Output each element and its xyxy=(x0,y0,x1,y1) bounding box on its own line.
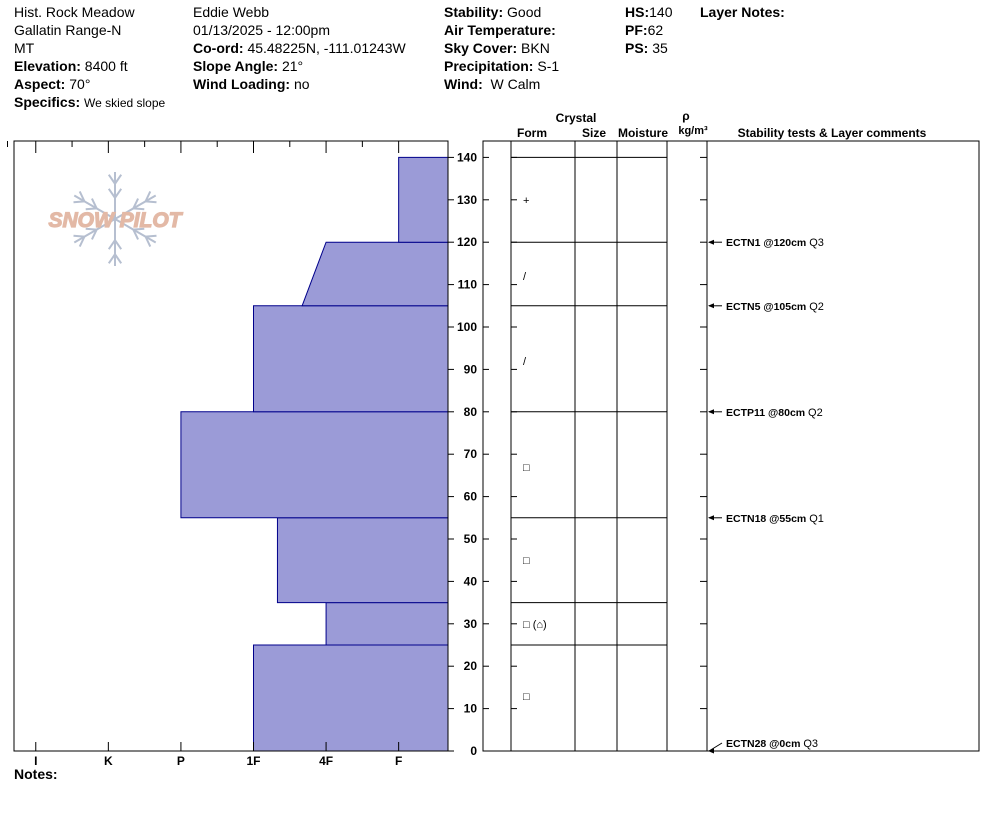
sky-cover-label: Sky Cover: xyxy=(444,40,518,56)
aspect-value: 70° xyxy=(69,76,91,92)
depth-tick-label: 60 xyxy=(463,489,477,504)
elevation-value: 8400 ft xyxy=(84,58,128,74)
size-header: Size xyxy=(581,126,607,140)
ps-value: 35 xyxy=(652,40,668,56)
hardness-layer xyxy=(277,518,448,603)
hardness-layer xyxy=(253,645,448,751)
stability-test-label: ECTP11 @80cm Q2 xyxy=(726,406,823,419)
hs-label: HS: xyxy=(625,4,650,20)
depth-tick-label: 50 xyxy=(463,532,477,546)
precipitation-label: Precipitation: xyxy=(444,58,534,74)
stability-test-arrowhead xyxy=(708,515,714,520)
slope-angle-label: Slope Angle: xyxy=(193,58,279,74)
wind-loading-label: Wind Loading: xyxy=(193,76,291,92)
crystal-form-column xyxy=(523,195,547,703)
depth-tick-label: 130 xyxy=(456,192,477,207)
crystal-form-symbol: □ xyxy=(523,555,530,568)
snowflake-branch xyxy=(146,201,157,202)
moisture-header: Moisture xyxy=(617,126,669,140)
crystal-form-symbol: + xyxy=(523,194,530,207)
stability-tests-header: Stability tests & Layer comments xyxy=(737,126,927,140)
layer-table-grid xyxy=(511,141,707,751)
stability-test-arrowhead xyxy=(708,303,714,308)
stability-tests-column xyxy=(708,237,824,753)
range-name: Gallatin Range-N xyxy=(14,22,122,38)
depth-tick-label: 30 xyxy=(463,616,477,631)
rho-header: ρ xyxy=(682,109,690,123)
depth-tick-label: 90 xyxy=(463,362,477,377)
pf-label: PF: xyxy=(625,22,648,38)
sky-cover-value: BKN xyxy=(521,40,550,56)
form-header: Form xyxy=(517,126,547,140)
stability-test-arrowhead xyxy=(708,409,714,414)
slope-angle-value: 21° xyxy=(281,58,304,74)
hardness-top-ticks xyxy=(7,141,398,153)
stability-test-arrowhead xyxy=(708,240,714,245)
hardness-tick-label: K xyxy=(104,754,113,768)
layer-table-frame xyxy=(483,141,979,751)
density-unit-header: kg/m³ xyxy=(678,125,708,137)
stability-value: Good xyxy=(507,4,542,20)
hardness-tick-label: P xyxy=(176,754,185,768)
stability-label: Stability: xyxy=(444,4,504,20)
snowflake-branch xyxy=(74,236,85,237)
snowpilot-logo xyxy=(49,172,184,266)
elevation-label: Elevation: xyxy=(14,58,81,74)
notes-label: Notes: xyxy=(14,766,58,782)
depth-tick-label: 0 xyxy=(470,744,477,758)
wind-label: Wind: xyxy=(444,76,483,92)
depth-tick-label: 120 xyxy=(456,235,477,250)
hs-value: 140 xyxy=(649,4,673,20)
stability-test-label: ECTN5 @105cm Q2 xyxy=(726,300,824,313)
depth-tick-label: 20 xyxy=(463,659,477,674)
state-name: MT xyxy=(14,40,35,56)
observation-datetime: 01/13/2025 - 12:00pm xyxy=(193,22,330,38)
stability-test-label: ECTN18 @55cm Q1 xyxy=(726,512,824,525)
snowflake-branch xyxy=(74,201,85,202)
hardness-tick-label: I xyxy=(34,754,38,768)
stability-test-label: ECTN28 @0cm Q3 xyxy=(726,738,819,750)
hardness-tick-label: F xyxy=(394,754,403,768)
observer-name: Eddie Webb xyxy=(193,4,270,20)
wind-value: W Calm xyxy=(486,76,541,92)
snowflake-branch xyxy=(146,236,157,237)
hardness-layer xyxy=(326,603,448,645)
crystal-header: Crystal xyxy=(555,111,597,125)
depth-tick-label: 10 xyxy=(463,701,477,716)
air-temp-label: Air Temperature: xyxy=(444,22,556,38)
precipitation-value: S-1 xyxy=(537,58,560,74)
stability-test-label: ECTN1 @120cm Q3 xyxy=(726,237,824,250)
coord-value: 45.48225N, -111.01243W xyxy=(247,40,406,56)
specifics-value: We skied slope xyxy=(84,96,166,110)
pf-value: 62 xyxy=(647,22,664,38)
depth-tick-label: 40 xyxy=(463,574,477,589)
crystal-form-symbol: / xyxy=(523,355,527,368)
logo-text: SNOW PILOT xyxy=(48,209,182,232)
wind-loading-value: no xyxy=(293,76,310,92)
hardness-tick-label: 4F xyxy=(319,754,334,768)
layer-notes-label: Layer Notes: xyxy=(700,4,785,20)
depth-y-axis xyxy=(448,150,707,758)
depth-tick-label: 80 xyxy=(463,404,477,419)
hardness-profile xyxy=(181,157,448,751)
coord-label: Co-ord: xyxy=(193,40,244,56)
ps-label: PS: xyxy=(625,40,649,56)
depth-tick-label: 140 xyxy=(456,150,477,165)
crystal-form-symbol: □ xyxy=(523,690,530,703)
hardness-layer xyxy=(302,242,448,306)
specifics-label: Specifics: xyxy=(14,94,81,110)
crystal-form-symbol: / xyxy=(523,271,527,284)
hardness-layer xyxy=(181,412,448,518)
hardness-tick-label: 1F xyxy=(246,754,261,768)
depth-tick-label: 110 xyxy=(457,277,477,292)
crystal-form-symbol: □ xyxy=(523,461,530,474)
hardness-layer xyxy=(399,157,448,242)
hardness-layer xyxy=(253,306,448,412)
location-name: Hist. Rock Meadow xyxy=(14,4,135,20)
aspect-label: Aspect: xyxy=(14,76,66,92)
crystal-form-symbol: □ (⌂) xyxy=(523,618,547,631)
depth-tick-label: 100 xyxy=(456,320,477,334)
depth-tick-label: 70 xyxy=(463,447,477,462)
